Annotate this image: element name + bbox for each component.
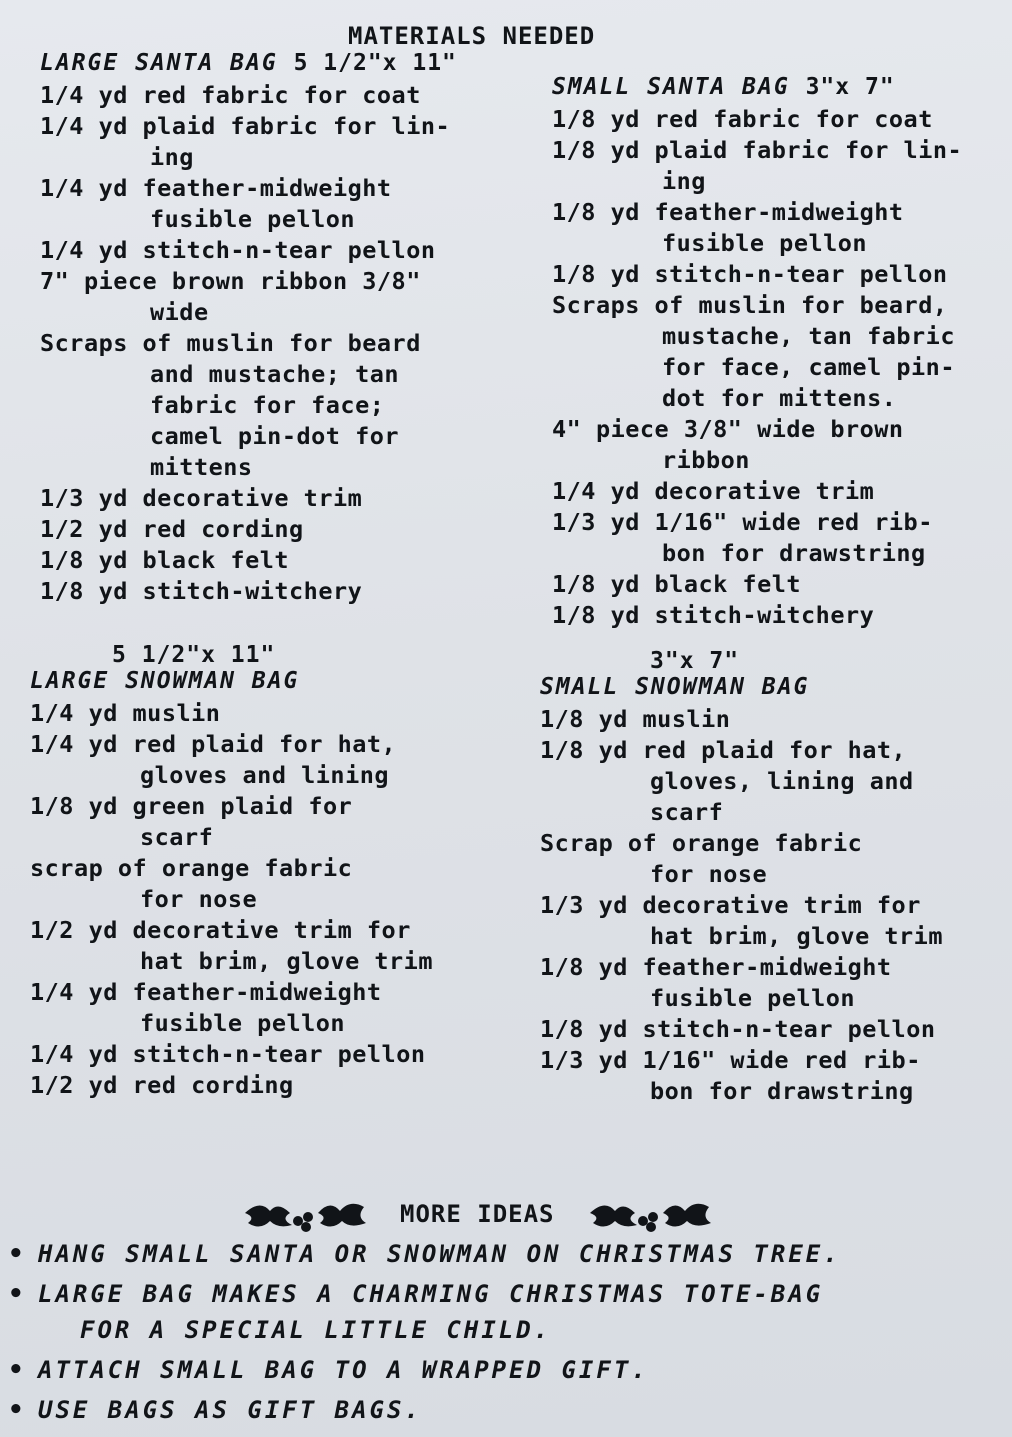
list-item-line: 1/8 yd red plaid for hat, [540,736,907,764]
material-item [552,290,1012,352]
idea-line: HANG SMALL SANTA OR SNOWMAN ON CHRISTMAS TREE. [38,1240,841,1268]
list-item-line: scrap of orange fabric [30,854,353,882]
list-item-line: 1/3 yd decorative trim for [540,891,921,919]
bullet-icon: • [8,1355,27,1385]
list-item-line: 1/2 yd decorative trim for [30,916,411,944]
list-item-line: 1/4 yd stitch-n-tear pellon [30,1040,426,1068]
material-item [540,890,1010,952]
idea-line-continuation: FOR A SPECIAL LITTLE CHILD. [80,1316,552,1344]
list-item-line: 1/8 yd plaid fabric for lin- [552,136,963,164]
list-item-continuation: bon for drawstring [662,539,926,567]
list-item-continuation: scarf [650,798,724,826]
material-item [540,735,1010,797]
list-item-continuation: fabric for face; [150,391,385,419]
list-item-continuation: hat brim, glove trim [140,947,433,975]
list-item-continuation: fusible pellon [140,1009,346,1037]
list-item-line: 1/4 yd stitch-n-tear pellon [40,236,436,264]
list-item-continuation: for nose [140,885,258,913]
idea-text [38,1236,841,1272]
idea-line: ATTACH SMALL BAG TO A WRAPPED GIFT. [38,1356,649,1384]
material-item [552,259,1012,290]
list-item-continuation: mustache, tan fabric [662,322,955,350]
material-item [40,390,510,421]
list-item-line: 1/8 yd feather-midweight [552,198,904,226]
idea-text [38,1276,823,1348]
list-item-line: 1/8 yd green plaid for [30,792,353,820]
list-item-line: 1/4 yd feather-midweight [40,174,392,202]
list-item-line: 1/4 yd red fabric for coat [40,81,421,109]
small-snowman-heading: SMALL SNOWMAN BAG [540,674,810,700]
large-snowman-size: 5 1/2"x 11" [112,642,276,668]
list-item-continuation: dot for mittens. [662,384,897,412]
list-item-line: 1/3 yd 1/16" wide red rib- [540,1046,921,1074]
material-item [40,80,510,111]
large-santa-materials-list [40,80,510,607]
list-item-line: 1/4 yd plaid fabric for lin- [40,112,451,140]
material-item [30,1039,500,1070]
bullet-icon: • [8,1279,27,1309]
idea-text [38,1352,649,1388]
list-item-line: 1/8 yd stitch-n-tear pellon [540,1015,936,1043]
material-item [40,452,510,483]
material-item [540,1045,1010,1107]
material-item [30,729,500,791]
list-item-continuation: gloves, lining and [650,767,914,795]
material-item [40,421,510,452]
idea-item [8,1352,1008,1388]
list-item-line: 1/8 yd black felt [40,546,290,574]
list-item-line: 1/4 yd feather-midweight [30,978,382,1006]
more-ideas-header [240,1193,760,1235]
material-item [552,135,1012,197]
material-item [40,111,510,173]
list-item-continuation: scarf [140,823,214,851]
material-item [552,414,1012,476]
material-item [552,197,1012,259]
list-item-line: 1/8 yd stitch-n-tear pellon [552,260,948,288]
material-item [540,1014,1010,1045]
list-item-continuation: for face, camel pin- [662,353,955,381]
material-item [540,952,1010,1014]
list-item-line: 1/4 yd red plaid for hat, [30,730,397,758]
list-item-continuation: bon for drawstring [650,1077,914,1105]
large-snowman-heading: LARGE SNOWMAN BAG [30,668,300,694]
list-item-continuation: wide [150,298,209,326]
list-item-continuation: ribbon [662,446,750,474]
idea-line: USE BAGS AS GIFT BAGS. [38,1396,422,1424]
material-item [30,853,500,915]
material-item [540,704,1010,735]
material-item [552,476,1012,507]
list-item-continuation: hat brim, glove trim [650,922,943,950]
material-item [40,483,510,514]
list-item-line: 4" piece 3/8" wide brown [552,415,904,443]
list-item-continuation: and mustache; tan [150,360,400,388]
list-item-continuation: mittens [150,453,253,481]
list-item-continuation: camel pin-dot for [150,422,400,450]
material-item [552,104,1012,135]
material-item [540,797,1010,828]
more-ideas-label: MORE IDEAS [400,1200,555,1228]
list-item-line: 1/4 yd decorative trim [552,477,875,505]
list-item-line: 1/8 yd feather-midweight [540,953,892,981]
large-santa-heading: LARGE SANTA BAG 5 1/2"x 11" [40,50,457,76]
material-item [40,576,510,607]
material-item [40,235,510,266]
list-item-line: 1/2 yd red cording [40,515,304,543]
list-item-line: 1/8 yd muslin [540,705,731,733]
list-item-line: Scraps of muslin for beard [40,329,421,357]
material-item [40,514,510,545]
material-item [552,507,1012,569]
list-item-continuation: ing [662,167,706,195]
small-santa-section [552,74,1012,631]
small-snowman-size: 3"x 7" [650,648,740,674]
large-santa-section [40,50,510,607]
material-item [40,266,510,328]
list-item-line: 1/3 yd decorative trim [40,484,363,512]
more-ideas-list [8,1236,1008,1432]
material-item [40,173,510,235]
list-item-line: 1/8 yd red fabric for coat [552,105,933,133]
small-santa-heading: SMALL SANTA BAG 3"x 7" [552,74,895,100]
holly-icon [585,1193,715,1235]
idea-item [8,1392,1008,1428]
list-item-line: 1/4 yd muslin [30,699,221,727]
large-snowman-materials-list [30,698,500,1101]
page-title: MATERIALS NEEDED [348,22,596,50]
holly-icon [240,1193,370,1235]
material-item [552,352,1012,383]
idea-line: LARGE BAG MAKES A CHARMING CHRISTMAS TOTE-BAG [38,1280,824,1308]
idea-item [8,1276,1008,1348]
bullet-icon: • [8,1239,27,1269]
list-item-continuation: ing [150,143,194,171]
list-item-continuation: for nose [650,860,768,888]
material-item [30,791,500,853]
list-item-line: 1/2 yd red cording [30,1071,294,1099]
list-item-line: Scrap of orange fabric [540,829,863,857]
idea-text [38,1392,422,1428]
list-item-continuation: gloves and lining [140,761,390,789]
small-snowman-section [540,648,1010,1107]
idea-item [8,1236,1008,1272]
small-snowman-materials-list [540,704,1010,1107]
list-item-continuation: fusible pellon [650,984,856,1012]
material-item [30,1070,500,1101]
material-item [30,977,500,1039]
material-item [540,828,1010,890]
material-item [552,569,1012,600]
list-item-line: 7" piece brown ribbon 3/8" [40,267,421,295]
material-item [552,383,1012,414]
large-snowman-section [30,642,500,1101]
bullet-icon: • [8,1395,27,1425]
material-item [40,328,510,390]
list-item-line: 1/8 yd stitch-witchery [552,601,875,629]
material-item [30,915,500,977]
material-item [40,545,510,576]
list-item-line: Scraps of muslin for beard, [552,291,948,319]
small-santa-materials-list [552,104,1012,631]
material-item [30,698,500,729]
list-item-continuation: fusible pellon [662,229,868,257]
list-item-line: 1/3 yd 1/16" wide red rib- [552,508,933,536]
list-item-line: 1/8 yd stitch-witchery [40,577,363,605]
list-item-continuation: fusible pellon [150,205,356,233]
material-item [552,600,1012,631]
list-item-line: 1/8 yd black felt [552,570,802,598]
